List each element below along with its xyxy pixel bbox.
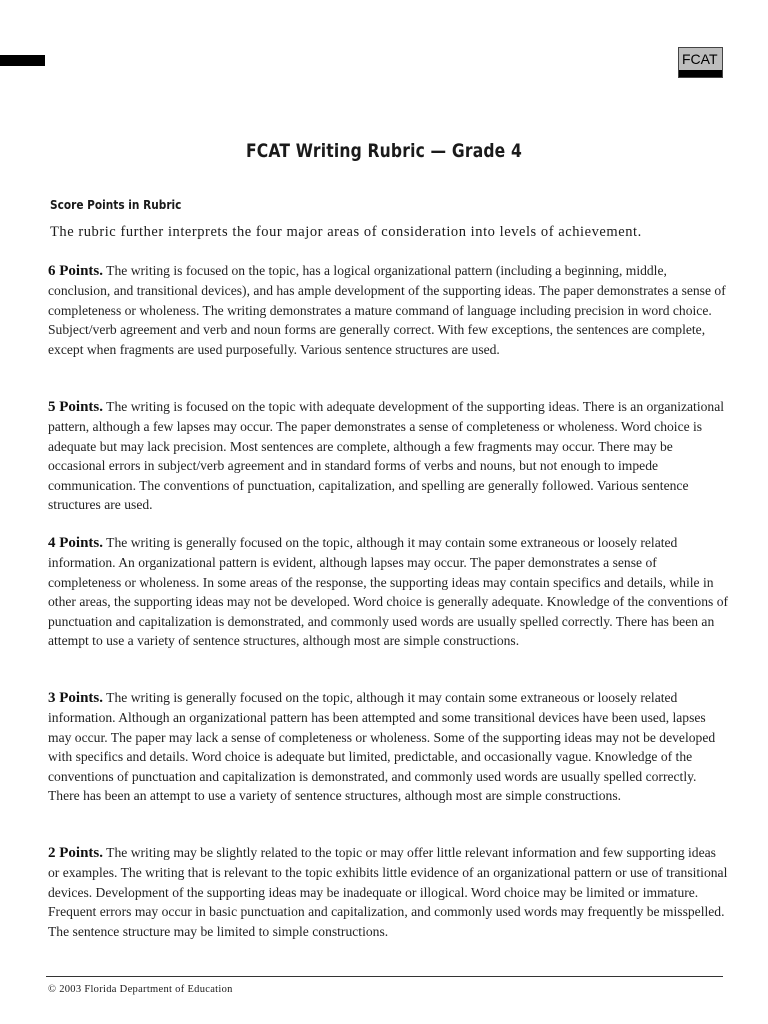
- intro-text: The rubric further interprets the four major areas of consideration into levels of achievement.: [50, 224, 642, 240]
- fcat-tab-label: FCAT: [682, 51, 718, 67]
- score-label: 3 Points.: [48, 690, 104, 706]
- score-label: 4 Points.: [48, 535, 104, 551]
- score-point-6: [48, 261, 728, 359]
- copyright-footer: © 2003 Florida Department of Education: [48, 984, 233, 995]
- fcat-header-tab: [678, 47, 723, 78]
- score-description: The writing is generally focused on the topic, although it may contain some extraneous or loosely related information. Although an organizational pattern has been attempted and some transitional devices have been used, lapses may occur. The paper may lack a sense of completeness or wholeness. Some of the supporting ideas may not be developed with specifics and details. Word choice is adequate but limited, predictable, and occasionally vague. Knowledge of the conventions of punctuation and capitalization is demonstrated, and commonly used words are usually spelled correctly. There has been an attempt to use a variety of sentence structures, although most are simple constructions.: [48, 690, 716, 804]
- score-label: 2 Points.: [48, 845, 104, 861]
- footer-divider: [46, 976, 723, 977]
- score-description: The writing is focused on the topic, has a logical organizational pattern (including a beginning, middle, conclusion, and transitional devices), and has ample development of the supporting ideas. The paper demonstrates a sense of completeness or wholeness. The writing demonstrates a mature command of language including precision in word choice. Subject/verb agreement and verb and noun forms are generally correct. With few exceptions, the sentences are complete, except when fragments are used purposefully. Various sentence structures are used.: [48, 263, 726, 357]
- page-title: FCAT Writing Rubric — Grade 4: [245, 140, 523, 162]
- score-point-2: [48, 843, 728, 941]
- corner-marker-bar: [0, 55, 45, 66]
- score-point-5: [48, 397, 728, 514]
- score-description: The writing is generally focused on the topic, although it may contain some extraneous or loosely related information. An organizational pattern is evident, although lapses may occur. The paper demonstrates a sense of completeness or wholeness. In some areas of the response, the supporting ideas may contain specifics and details, while in other areas, the supporting ideas may not be developed. Word choice is generally adequate. Knowledge of the conventions of punctuation and capitalization is demonstrated, and commonly used words are usually spelled correctly. There has been an attempt to use a variety of sentence structures, although most are simple constructions.: [48, 535, 729, 649]
- section-heading: Score Points in Rubric: [50, 198, 182, 212]
- score-point-4: [48, 533, 728, 650]
- score-point-3: [48, 688, 728, 805]
- score-description: The writing may be slightly related to the topic or may offer little relevant information and few supporting ideas or examples. The writing that is relevant to the topic exhibits little evidence of an organizational pattern or use of transitional devices. Development of the supporting ideas may be inadequate or illogical. Word choice may be limited or immature. Frequent errors may occur in basic punctuation and capitalization, and commonly used words may frequently be misspelled. The sentence structure may be limited to simple constructions.: [48, 845, 728, 939]
- score-description: The writing is focused on the topic with adequate development of the supporting ideas. There is an organizational pattern, although a few lapses may occur. The paper demonstrates a sense of completeness or wholeness. Word choice is adequate but may lack precision. Most sentences are complete, although a few fragments may occur. There may be occasional errors in subject/verb agreement and in standard forms of verbs and nouns, but not enough to impede communication. The conventions of punctuation, capitalization, and spelling are generally followed. Various sentence structures are used.: [48, 399, 725, 513]
- score-label: 6 Points.: [48, 263, 104, 279]
- score-label: 5 Points.: [48, 399, 104, 415]
